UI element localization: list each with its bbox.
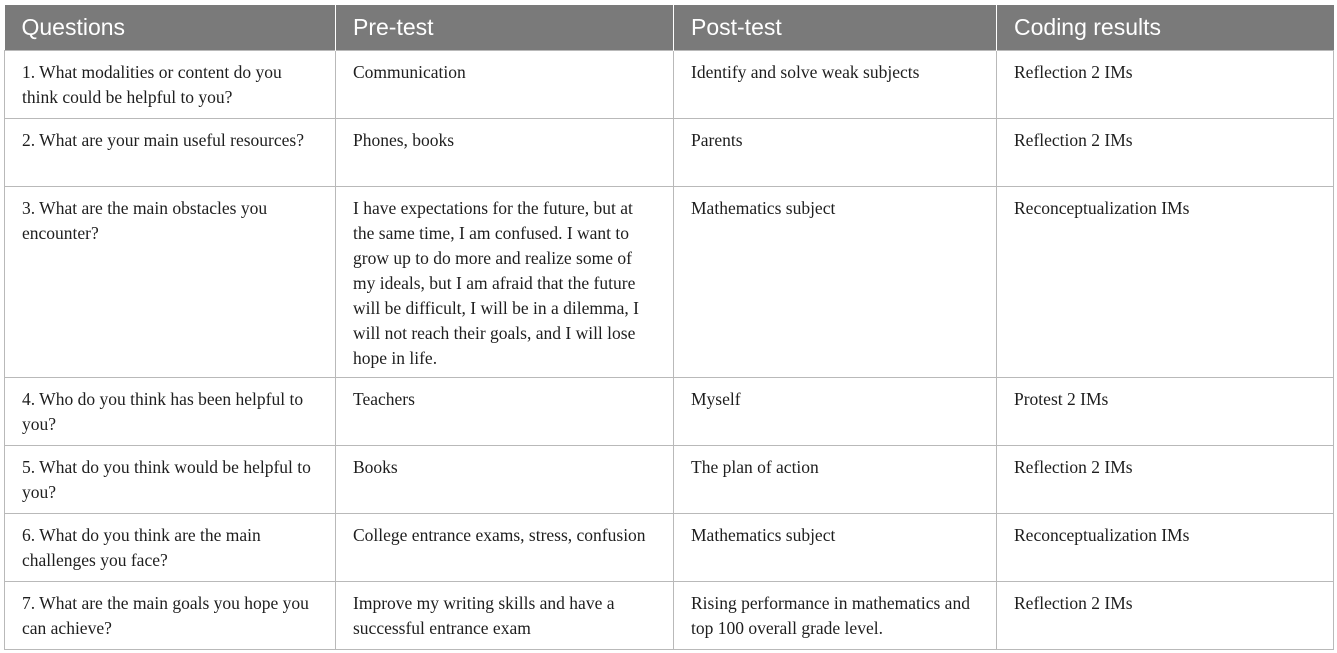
table-row bbox=[5, 50, 1334, 118]
pre-test-cell: Communication bbox=[336, 50, 674, 118]
post-test-cell: The plan of action bbox=[674, 445, 997, 513]
question-cell: 5. What do you think would be helpful to you? bbox=[5, 445, 336, 513]
header-coding-results: Coding results bbox=[997, 5, 1334, 50]
coding-result-cell: Reconceptualization IMs bbox=[997, 186, 1334, 377]
coding-result-cell: Reflection 2 IMs bbox=[997, 50, 1334, 118]
table-row bbox=[5, 186, 1334, 377]
post-test-cell: Myself bbox=[674, 377, 997, 445]
post-test-cell: Rising performance in mathematics and top 100 overall grade level. bbox=[674, 581, 997, 649]
table-header bbox=[5, 5, 1334, 50]
table-row bbox=[5, 445, 1334, 513]
question-cell: 7. What are the main goals you hope you can achieve? bbox=[5, 581, 336, 649]
header-pre-test: Pre-test bbox=[336, 5, 674, 50]
question-cell: 1. What modalities or content do you think could be helpful to you? bbox=[5, 50, 336, 118]
post-test-cell: Mathematics subject bbox=[674, 186, 997, 377]
pre-test-cell: College entrance exams, stress, confusion bbox=[336, 513, 674, 581]
header-questions: Questions bbox=[5, 5, 336, 50]
coding-result-cell: Reflection 2 IMs bbox=[997, 118, 1334, 186]
header-row bbox=[5, 5, 1334, 50]
question-cell: 2. What are your main useful resources? bbox=[5, 118, 336, 186]
coding-result-cell: Protest 2 IMs bbox=[997, 377, 1334, 445]
post-test-cell: Identify and solve weak subjects bbox=[674, 50, 997, 118]
coding-result-cell: Reflection 2 IMs bbox=[997, 445, 1334, 513]
pre-test-cell: I have expectations for the future, but at the same time, I am confused. I want to grow up to do more and realize some of my ideals, but I am afraid that the future will be difficult, I will be in a dilemma, I will not reach their goals, and I will lose hope in life. bbox=[336, 186, 674, 377]
table-row bbox=[5, 377, 1334, 445]
post-test-cell: Mathematics subject bbox=[674, 513, 997, 581]
question-cell: 6. What do you think are the main challenges you face? bbox=[5, 513, 336, 581]
coding-result-cell: Reconceptualization IMs bbox=[997, 513, 1334, 581]
pre-test-cell: Improve my writing skills and have a successful entrance exam bbox=[336, 581, 674, 649]
table-row bbox=[5, 513, 1334, 581]
pre-test-cell: Teachers bbox=[336, 377, 674, 445]
question-cell: 3. What are the main obstacles you encounter? bbox=[5, 186, 336, 377]
table-row bbox=[5, 581, 1334, 649]
header-post-test: Post-test bbox=[674, 5, 997, 50]
coding-result-cell: Reflection 2 IMs bbox=[997, 581, 1334, 649]
question-cell: 4. Who do you think has been helpful to you? bbox=[5, 377, 336, 445]
pre-test-cell: Books bbox=[336, 445, 674, 513]
questions-table bbox=[4, 5, 1334, 650]
post-test-cell: Parents bbox=[674, 118, 997, 186]
table-row bbox=[5, 118, 1334, 186]
table-body bbox=[5, 50, 1334, 649]
pre-test-cell: Phones, books bbox=[336, 118, 674, 186]
